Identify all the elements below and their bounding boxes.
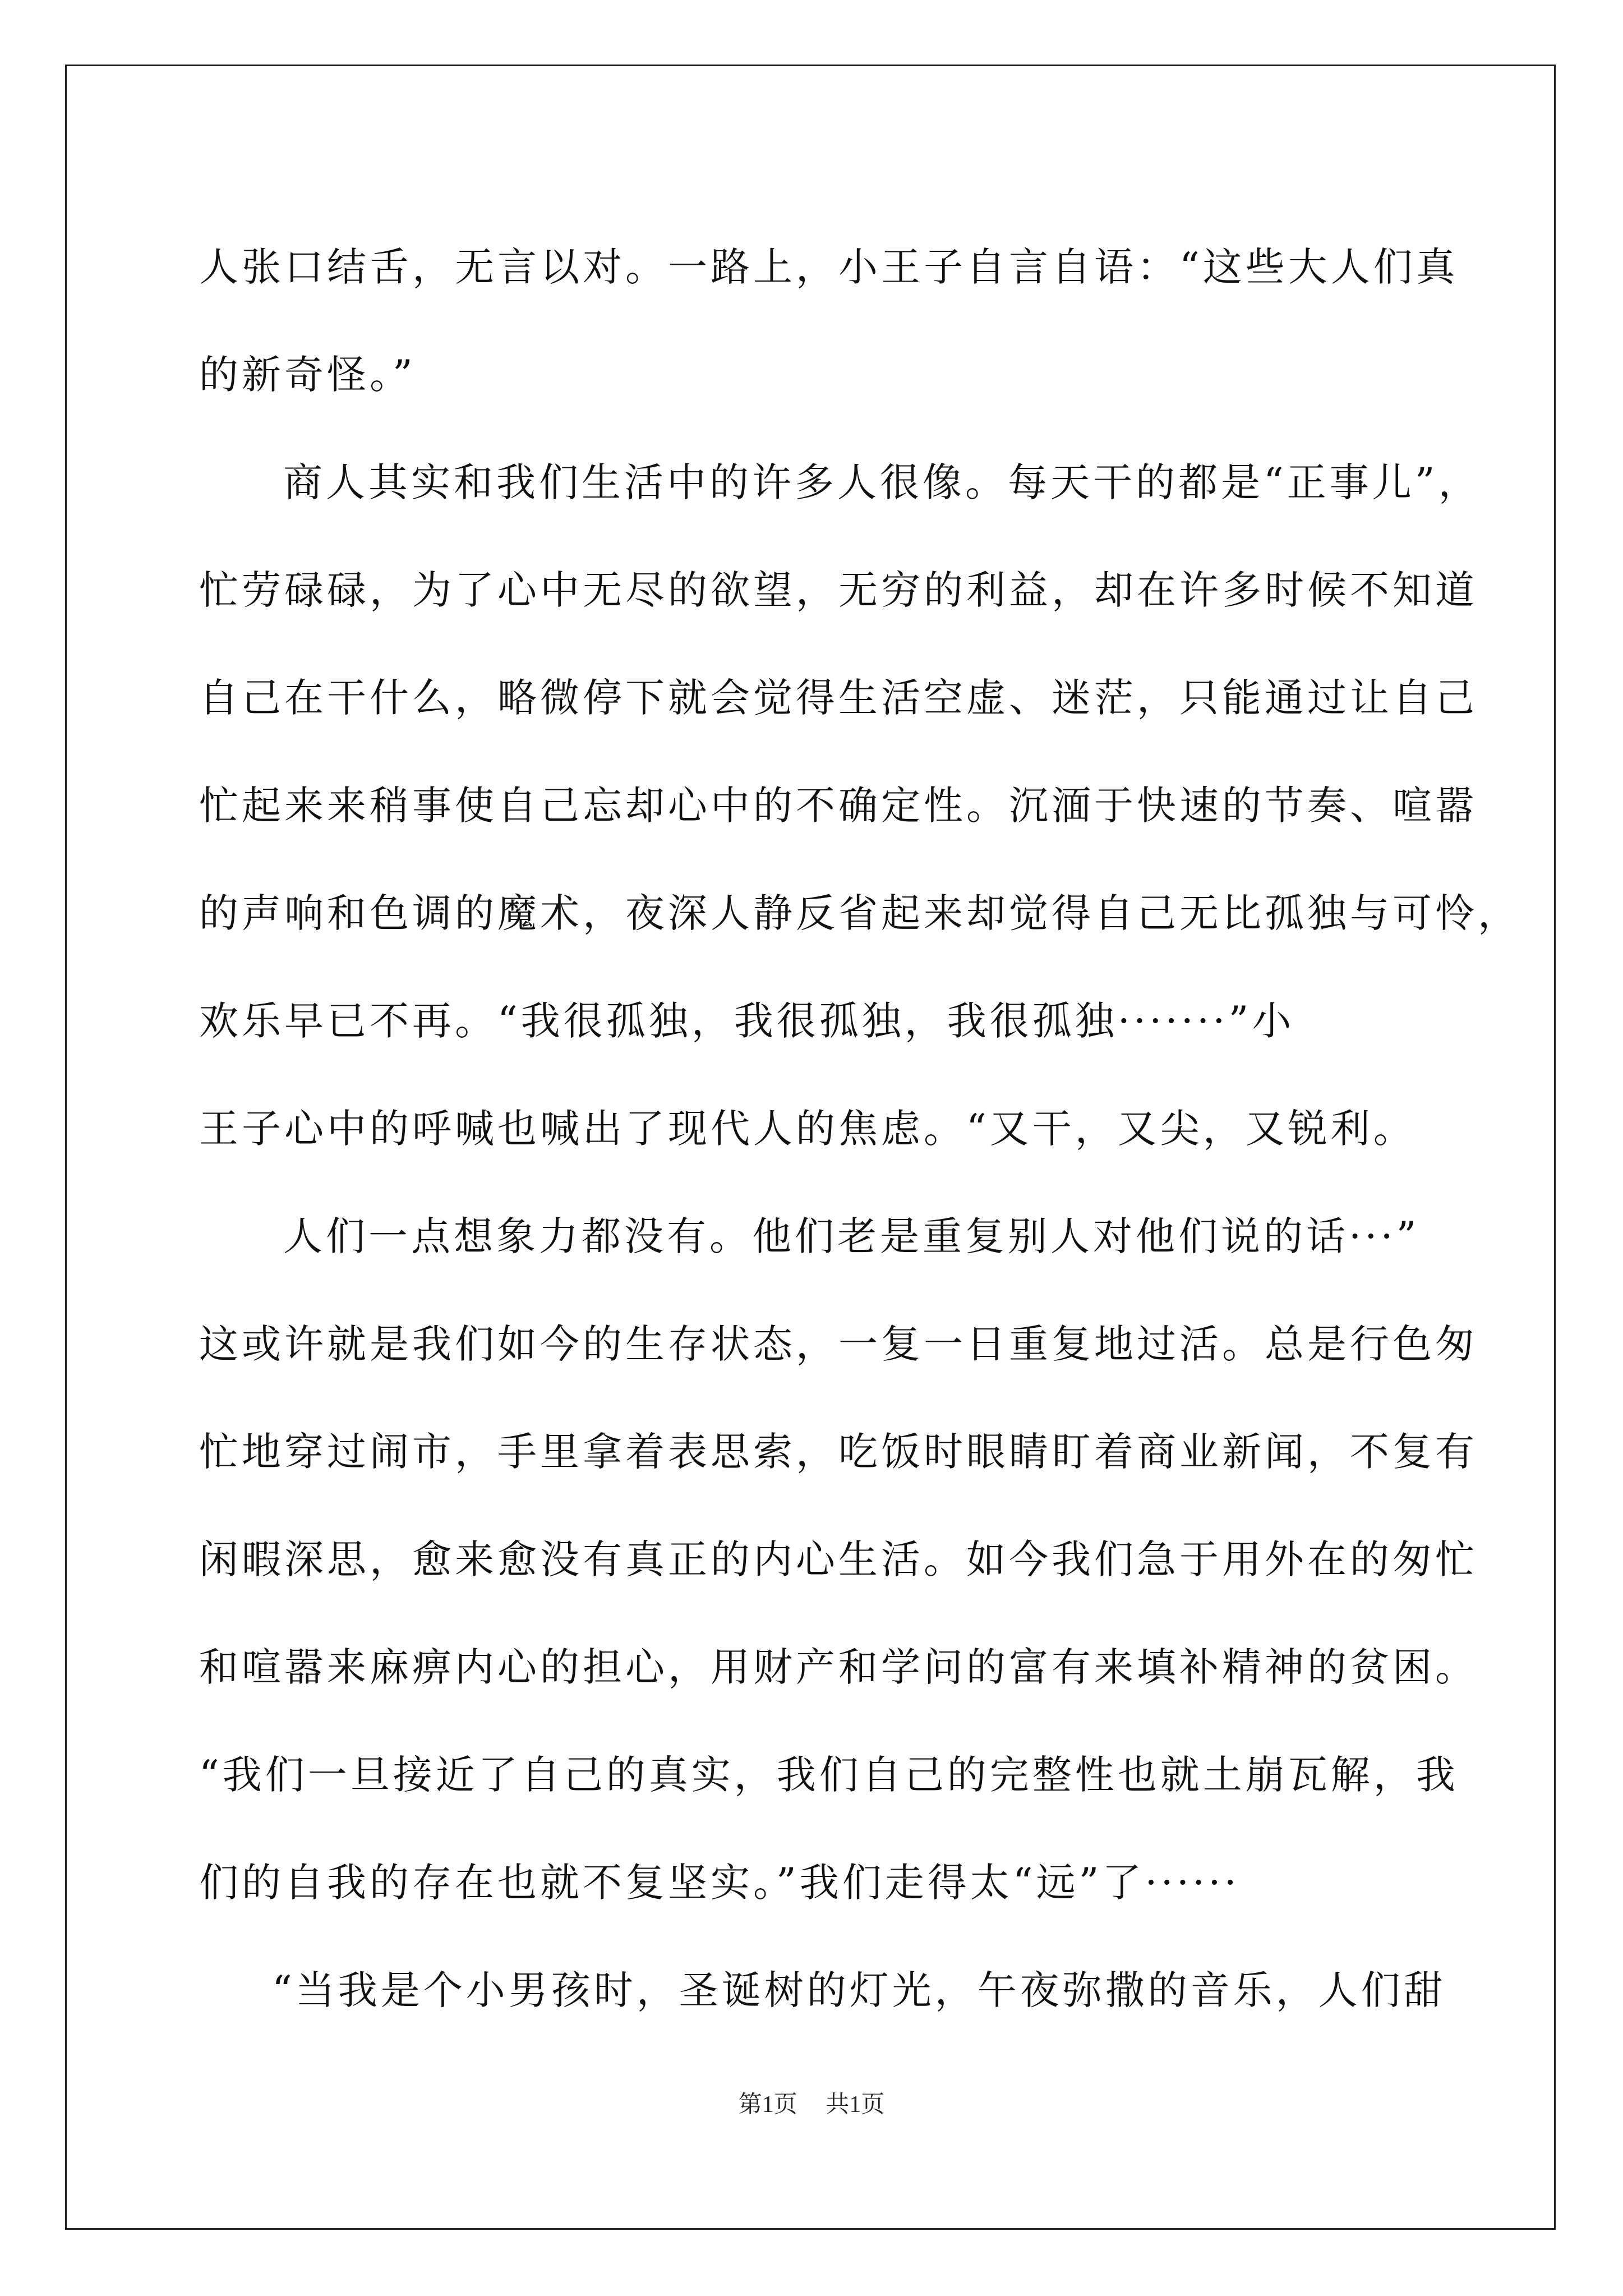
text-line: “当我是个小男孩时，圣诞树的灯光，午夜弥撒的音乐，人们甜 [272, 1967, 1446, 2013]
text-line: 自己在干什么，略微停下就会觉得生活空虚、迷茫，只能通过让自己 [199, 675, 1478, 721]
text-line: 忙起来来稍事使自己忘却心中的不确定性。沉湎于快速的节奏、喧嚣 [199, 783, 1478, 829]
text-line: “我们一旦接近了自己的真实，我们自己的完整性也就土崩瓦解，我 [199, 1752, 1459, 1798]
text-line: 欢乐早已不再。“我很孤独，我很孤独，我很孤独·······”小 [199, 998, 1295, 1044]
text-line: 闲暇深思，愈来愈没有真正的内心生活。如今我们急于用外在的匆忙 [199, 1536, 1478, 1582]
text-line: 们的自我的存在也就不复坚实。”我们走得太“远”了······ [199, 1860, 1240, 1906]
page-number-current: 第1页 [738, 2092, 797, 2118]
text-line: 忙地穿过闹市，手里拿着表思索，吃饭时眼睛盯着商业新闻，不复有 [199, 1429, 1478, 1475]
text-line: 人们一点想象力都没有。他们老是重复别人对他们说的话···” [283, 1213, 1420, 1259]
text-line: 的声响和色调的魔术，夜深人静反省起来却觉得自己无比孤独与可怜， [199, 890, 1520, 936]
text-line: 和喧嚣来麻痹内心的担心，用财产和学问的富有来填补精神的贫困。 [199, 1644, 1478, 1690]
page-footer [0, 2086, 1623, 2119]
text-line: 的新奇怪。” [199, 352, 416, 398]
text-line: 忙劳碌碌，为了心中无尽的欲望，无穷的利益，却在许多时候不知道 [199, 567, 1478, 613]
text-line: 商人其实和我们生活中的许多人很像。每天干的都是“正事儿”， [283, 459, 1481, 505]
document-body [199, 213, 1520, 2044]
text-line: 这或许就是我们如今的生存状态，一复一日重复地过活。总是行色匆 [199, 1321, 1478, 1367]
text-line: 王子心中的呼喊也喊出了现代人的焦虑。“又干，又尖，又锐利。 [199, 1106, 1416, 1152]
page-number-total: 共1页 [826, 2092, 885, 2118]
text-line: 人张口结舌，无言以对。一路上，小王子自言自语：“这些大人们真 [199, 244, 1459, 290]
